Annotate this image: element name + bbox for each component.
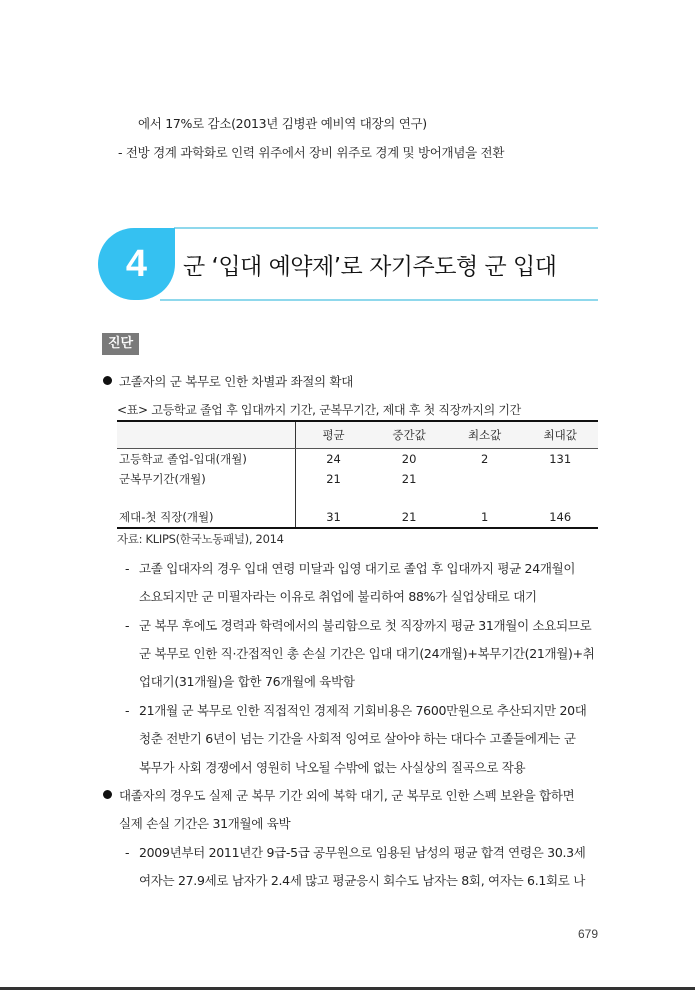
table-cell: 제대-첫 직장(개월) [117, 507, 295, 528]
table-header-cell [117, 421, 295, 449]
table-source: 자료: KLIPS(한국노동패널), 2014 [117, 532, 284, 546]
page-number: 679 [578, 927, 599, 941]
bullet-text: 고졸자의 군 복무로 인한 차별과 좌절의 확대 [119, 374, 353, 389]
table-header-cell: 최소값 [447, 421, 523, 449]
bullet-item [103, 788, 574, 804]
bullet-dot-icon [103, 790, 112, 799]
bullet-text: 대졸자의 경우도 실제 군 복무 기간 외에 복학 대기, 군 복무로 인한 스펙 보완을 합하면 [119, 788, 575, 803]
table-cell: 21 [401, 472, 417, 486]
table-header-cell: 평균 [295, 421, 371, 449]
table-row-blank [117, 489, 598, 507]
table-row [117, 507, 598, 528]
paragraph-line: 21개월 군 복무로 인한 직접적인 경제적 기회비용은 7600만원으로 추산되지만 20대 [139, 703, 587, 718]
paragraph-line: 군 복무 후에도 경력과 학력에서의 불리함으로 첫 직장까지 평균 31개월이 소요되므로 [139, 618, 592, 633]
table-header-cell: 중간값 [371, 421, 447, 449]
bullet-item [103, 374, 353, 390]
table-cell [447, 489, 523, 507]
dash-item [125, 618, 591, 634]
table-caption: <표> 고등학교 졸업 후 입대까지 기간, 군복무기간, 제대 후 첫 직장까지의 기간 [117, 403, 521, 417]
paragraph-line: 군 복무로 인한 직·간접적인 총 손실 기간은 입대 대기(24개월)+복무기간(21개월)+취 [139, 646, 595, 661]
dash-marker: - [125, 561, 130, 576]
continued-text-line: 에서 17%로 감소(2013년 김병관 예비역 대장의 연구) [138, 116, 427, 131]
bullet-text-continued: 실제 손실 기간은 31개월에 육박 [119, 816, 291, 831]
dash-item [125, 703, 587, 719]
paragraph-line: 업대기(31개월)을 합한 76개월에 육박함 [139, 674, 355, 689]
table-row [117, 449, 598, 470]
table-cell [295, 489, 371, 507]
paragraph-line: 청춘 전반기 6년이 넘는 기간을 사회적 잉여로 살아야 하는 대다수 고졸들에게는 군 [139, 731, 576, 746]
table-cell: 31 [326, 510, 341, 524]
table-header-cell: 최대값 [522, 421, 598, 449]
section-number-badge: 4 [98, 228, 175, 300]
table-cell [117, 489, 295, 507]
dash-marker: - [125, 845, 130, 860]
continued-dash-item: - 전방 경계 과학화로 인력 위주에서 장비 위주로 경계 및 방어개념을 전환 [118, 145, 505, 160]
paragraph-line: 2009년부터 2011년간 9급-5급 공무원으로 임용된 남성의 평균 합격 연령은 30.3세 [139, 845, 586, 860]
dash-marker: - [125, 703, 130, 718]
table-cell: 146 [549, 510, 572, 524]
paragraph-line: 여자는 27.9세로 남자가 2.4세 많고 평균응시 회수도 남자는 8회, 여자는 6.1회로 나 [139, 873, 586, 888]
table-cell: 1 [480, 510, 489, 524]
dash-item [125, 845, 586, 861]
table-cell [522, 469, 598, 489]
table-cell: 고등학교 졸업-입대(개월) [117, 449, 295, 470]
table-cell: 24 [326, 452, 341, 466]
table-cell: 21 [326, 472, 341, 486]
section-rule-top [174, 227, 598, 229]
bullet-dot-icon [103, 376, 112, 385]
paragraph-line: 복무가 사회 경쟁에서 영원히 낙오될 수밖에 없는 사실상의 질곡으로 작용 [139, 760, 526, 775]
diagnosis-tag: 진단 [102, 333, 139, 355]
table-cell: 2 [480, 452, 489, 466]
section-title: 군 ‘입대 예약제’로 자기주도형 군 입대 [183, 254, 557, 280]
table-cell: 20 [401, 452, 417, 466]
table-cell [522, 489, 598, 507]
table-cell [447, 469, 523, 489]
dash-marker: - [125, 618, 130, 633]
table-cell: 군복무기간(개월) [117, 469, 295, 489]
table-header-row [117, 421, 598, 449]
table-cell [371, 489, 447, 507]
table-cell: 131 [549, 452, 572, 466]
table-row [117, 469, 598, 489]
paragraph-line: 고졸 입대자의 경우 입대 연령 미달과 입영 대기로 졸업 후 입대까지 평균 24개월이 [139, 561, 576, 576]
dash-item [125, 561, 575, 577]
section-rule-bottom [160, 299, 598, 301]
table-cell: 21 [401, 510, 417, 524]
data-table [117, 420, 598, 529]
paragraph-line: 소요되지만 군 미필자라는 이유로 취업에 불리하여 88%가 실업상태로 대기 [139, 589, 537, 604]
